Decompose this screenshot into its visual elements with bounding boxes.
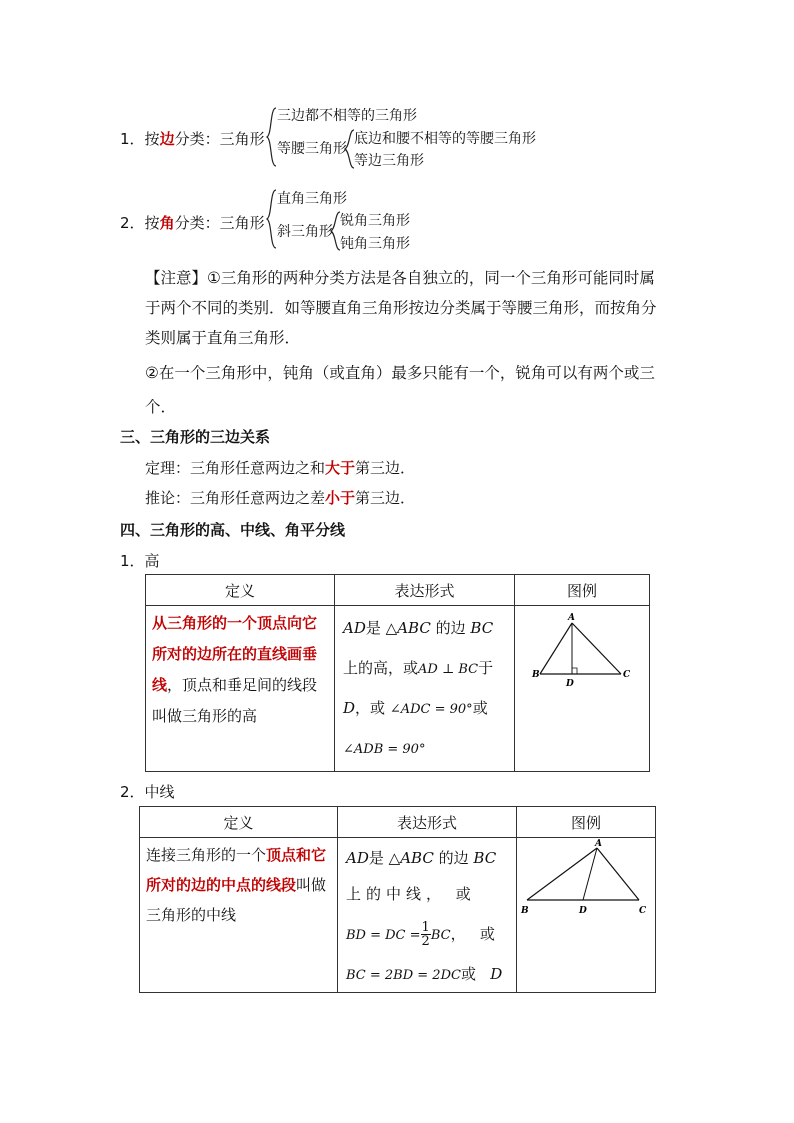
median-expr-frac-num: 1 — [421, 920, 430, 935]
median-fig-side-ac — [597, 848, 639, 900]
median-expr-triangle: △ABC — [388, 849, 434, 867]
height-label: 1．高 — [120, 552, 160, 570]
median-expr-frac-den: 2 — [421, 934, 430, 949]
height-expr-shi: 是 — [365, 619, 381, 637]
height-expr-yu: 于 — [478, 659, 494, 677]
theorem-key: 大于 — [325, 459, 356, 477]
height-def-red: 从三角形的一个顶点向它所对的边所在的直线画垂线 — [152, 614, 318, 694]
note-line-5: 个． — [145, 398, 177, 416]
note-line-2: 于两个不同的类别．如等腰直角三角形按边分类属于等腰三角形，而按角分 — [145, 299, 657, 317]
corollary-post: 第三边． — [355, 489, 416, 507]
height-header-figure: 图例 — [515, 575, 650, 606]
median-fig-median-ad — [583, 848, 597, 900]
median-expr-half-fraction — [421, 921, 431, 948]
median-header-expression: 表达形式 — [338, 807, 517, 838]
median-expr-comma: ， — [450, 925, 466, 943]
height-fig-right-angle-mark — [572, 668, 577, 674]
median-expr-ad: AD — [346, 849, 369, 867]
angle-class-item-right: 直角三角形 — [277, 191, 347, 207]
height-expr-huo2: 或 — [472, 699, 488, 717]
median-expr-bc: BC — [473, 849, 497, 867]
height-expr-triangle: △ABC — [385, 619, 431, 637]
side-class-item-scalene: 三边都不相等的三角形 — [277, 108, 417, 124]
median-figure-cell — [517, 838, 656, 993]
angle-class-sub-obtuse: 钝角三角形 — [340, 236, 410, 252]
angle-class-prefix: 按 — [144, 214, 160, 232]
median-expr-bc2: BC — [430, 928, 451, 943]
median-expr-huo1: 或 — [455, 885, 476, 903]
note-line-3: 类则属于直角三角形． — [145, 329, 301, 347]
side-class-sub-nonequal: 底边和腰不相等的等腰三角形 — [354, 131, 536, 147]
height-header-expression: 表达形式 — [335, 575, 515, 606]
side-class-item-isosceles: 等腰三角形 — [277, 141, 347, 157]
height-fig-label-a: A — [568, 613, 575, 623]
median-expr-bd-dc: BD = DC = — [346, 928, 421, 943]
median-expr-d: D — [490, 965, 503, 983]
median-expr-bc-2bd: BC = 2BD = 2DC — [346, 968, 461, 983]
side-class-suffix: 分类： — [174, 130, 220, 148]
height-fig-side-ac — [572, 623, 621, 674]
angle-class-root: 三角形 — [219, 214, 265, 232]
theorem-line — [145, 457, 415, 478]
side-class-key: 边 — [159, 130, 175, 148]
median-expression-cell — [338, 838, 517, 993]
median-fig-label-b: B — [521, 906, 529, 916]
height-figure-cell — [515, 606, 650, 772]
angle-classification-label — [120, 212, 265, 233]
height-expr-shang: 上的高，或 — [343, 659, 419, 677]
median-fig-label-a: A — [595, 839, 602, 849]
height-header-definition: 定义 — [146, 575, 335, 606]
height-figure — [515, 606, 648, 706]
side-class-prefix: 按 — [144, 130, 160, 148]
theorem-pre: 定理：三角形任意两边之和 — [145, 459, 326, 477]
median-definition-cell — [140, 838, 338, 993]
corollary-line — [145, 487, 415, 508]
median-expr-shang: 上的中线， — [346, 885, 447, 903]
note-line-4: ②在一个三角形中，钝角（或直角）最多只能有一个，锐角可以有两个或三 — [145, 364, 655, 382]
height-def-black: ，顶点和垂足间的线段叫做三角形的高 — [152, 676, 318, 725]
section4-title: 四、三角形的高、中线、角平分线 — [120, 521, 346, 539]
corollary-pre: 推论：三角形任意两边之差 — [145, 489, 326, 507]
median-fig-side-ab — [527, 848, 597, 900]
median-table — [139, 806, 656, 993]
angle-class-sub-acute: 锐角三角形 — [340, 213, 410, 229]
height-expr-ad: AD — [343, 619, 366, 637]
median-expr-huo2: 或 — [479, 925, 495, 943]
angle-class-key: 角 — [159, 214, 175, 232]
section3-title: 三、三角形的三边关系 — [120, 428, 271, 446]
height-expr-huo1: ，或 — [355, 699, 386, 717]
height-expr-bc: BC — [470, 619, 494, 637]
height-expr-angle-adc: ∠ADC = 90° — [389, 702, 473, 717]
height-fig-label-b: B — [532, 670, 540, 680]
side-class-root: 三角形 — [219, 130, 265, 148]
height-expr-angle-adb: ∠ADB = 90° — [343, 742, 426, 757]
median-label: 2．中线 — [120, 783, 175, 801]
height-expression-cell — [335, 606, 515, 772]
median-header-definition: 定义 — [140, 807, 338, 838]
height-fig-side-ab — [540, 623, 572, 674]
note-line-1: 【注意】①三角形的两种分类方法是各自独立的，同一个三角形可能同时属 — [145, 269, 655, 287]
height-fig-label-c: C — [623, 670, 631, 680]
side-class-number: 1． — [120, 130, 145, 148]
corollary-key: 小于 — [325, 489, 356, 507]
height-table — [145, 574, 650, 772]
height-expr-d: D — [343, 699, 356, 717]
median-figure — [517, 838, 654, 928]
median-fig-label-c: C — [639, 906, 647, 916]
height-expr-perp: AD ⊥ BC — [418, 662, 479, 677]
angle-class-item-oblique: 斜三角形 — [277, 224, 333, 240]
median-fig-label-d: D — [579, 906, 587, 916]
median-expr-huo3: 或 — [460, 965, 476, 983]
median-def-red: 顶点和它所对的边的中点的线段 — [146, 846, 327, 894]
angle-class-suffix: 分类： — [174, 214, 220, 232]
height-fig-label-d: D — [566, 679, 574, 689]
median-def-post: 叫做三角形的中线 — [146, 876, 327, 924]
median-expr-shi: 是 — [368, 849, 384, 867]
height-expr-de-bian: 的边 — [435, 619, 466, 637]
side-classification-label — [120, 128, 265, 149]
median-header-figure: 图例 — [517, 807, 656, 838]
height-definition-cell — [146, 606, 335, 772]
angle-class-number: 2． — [120, 214, 145, 232]
median-def-pre: 连接三角形的一个 — [146, 846, 267, 864]
median-expr-de-bian: 的边 — [438, 849, 469, 867]
side-class-sub-equilateral: 等边三角形 — [354, 153, 424, 169]
theorem-post: 第三边． — [355, 459, 416, 477]
